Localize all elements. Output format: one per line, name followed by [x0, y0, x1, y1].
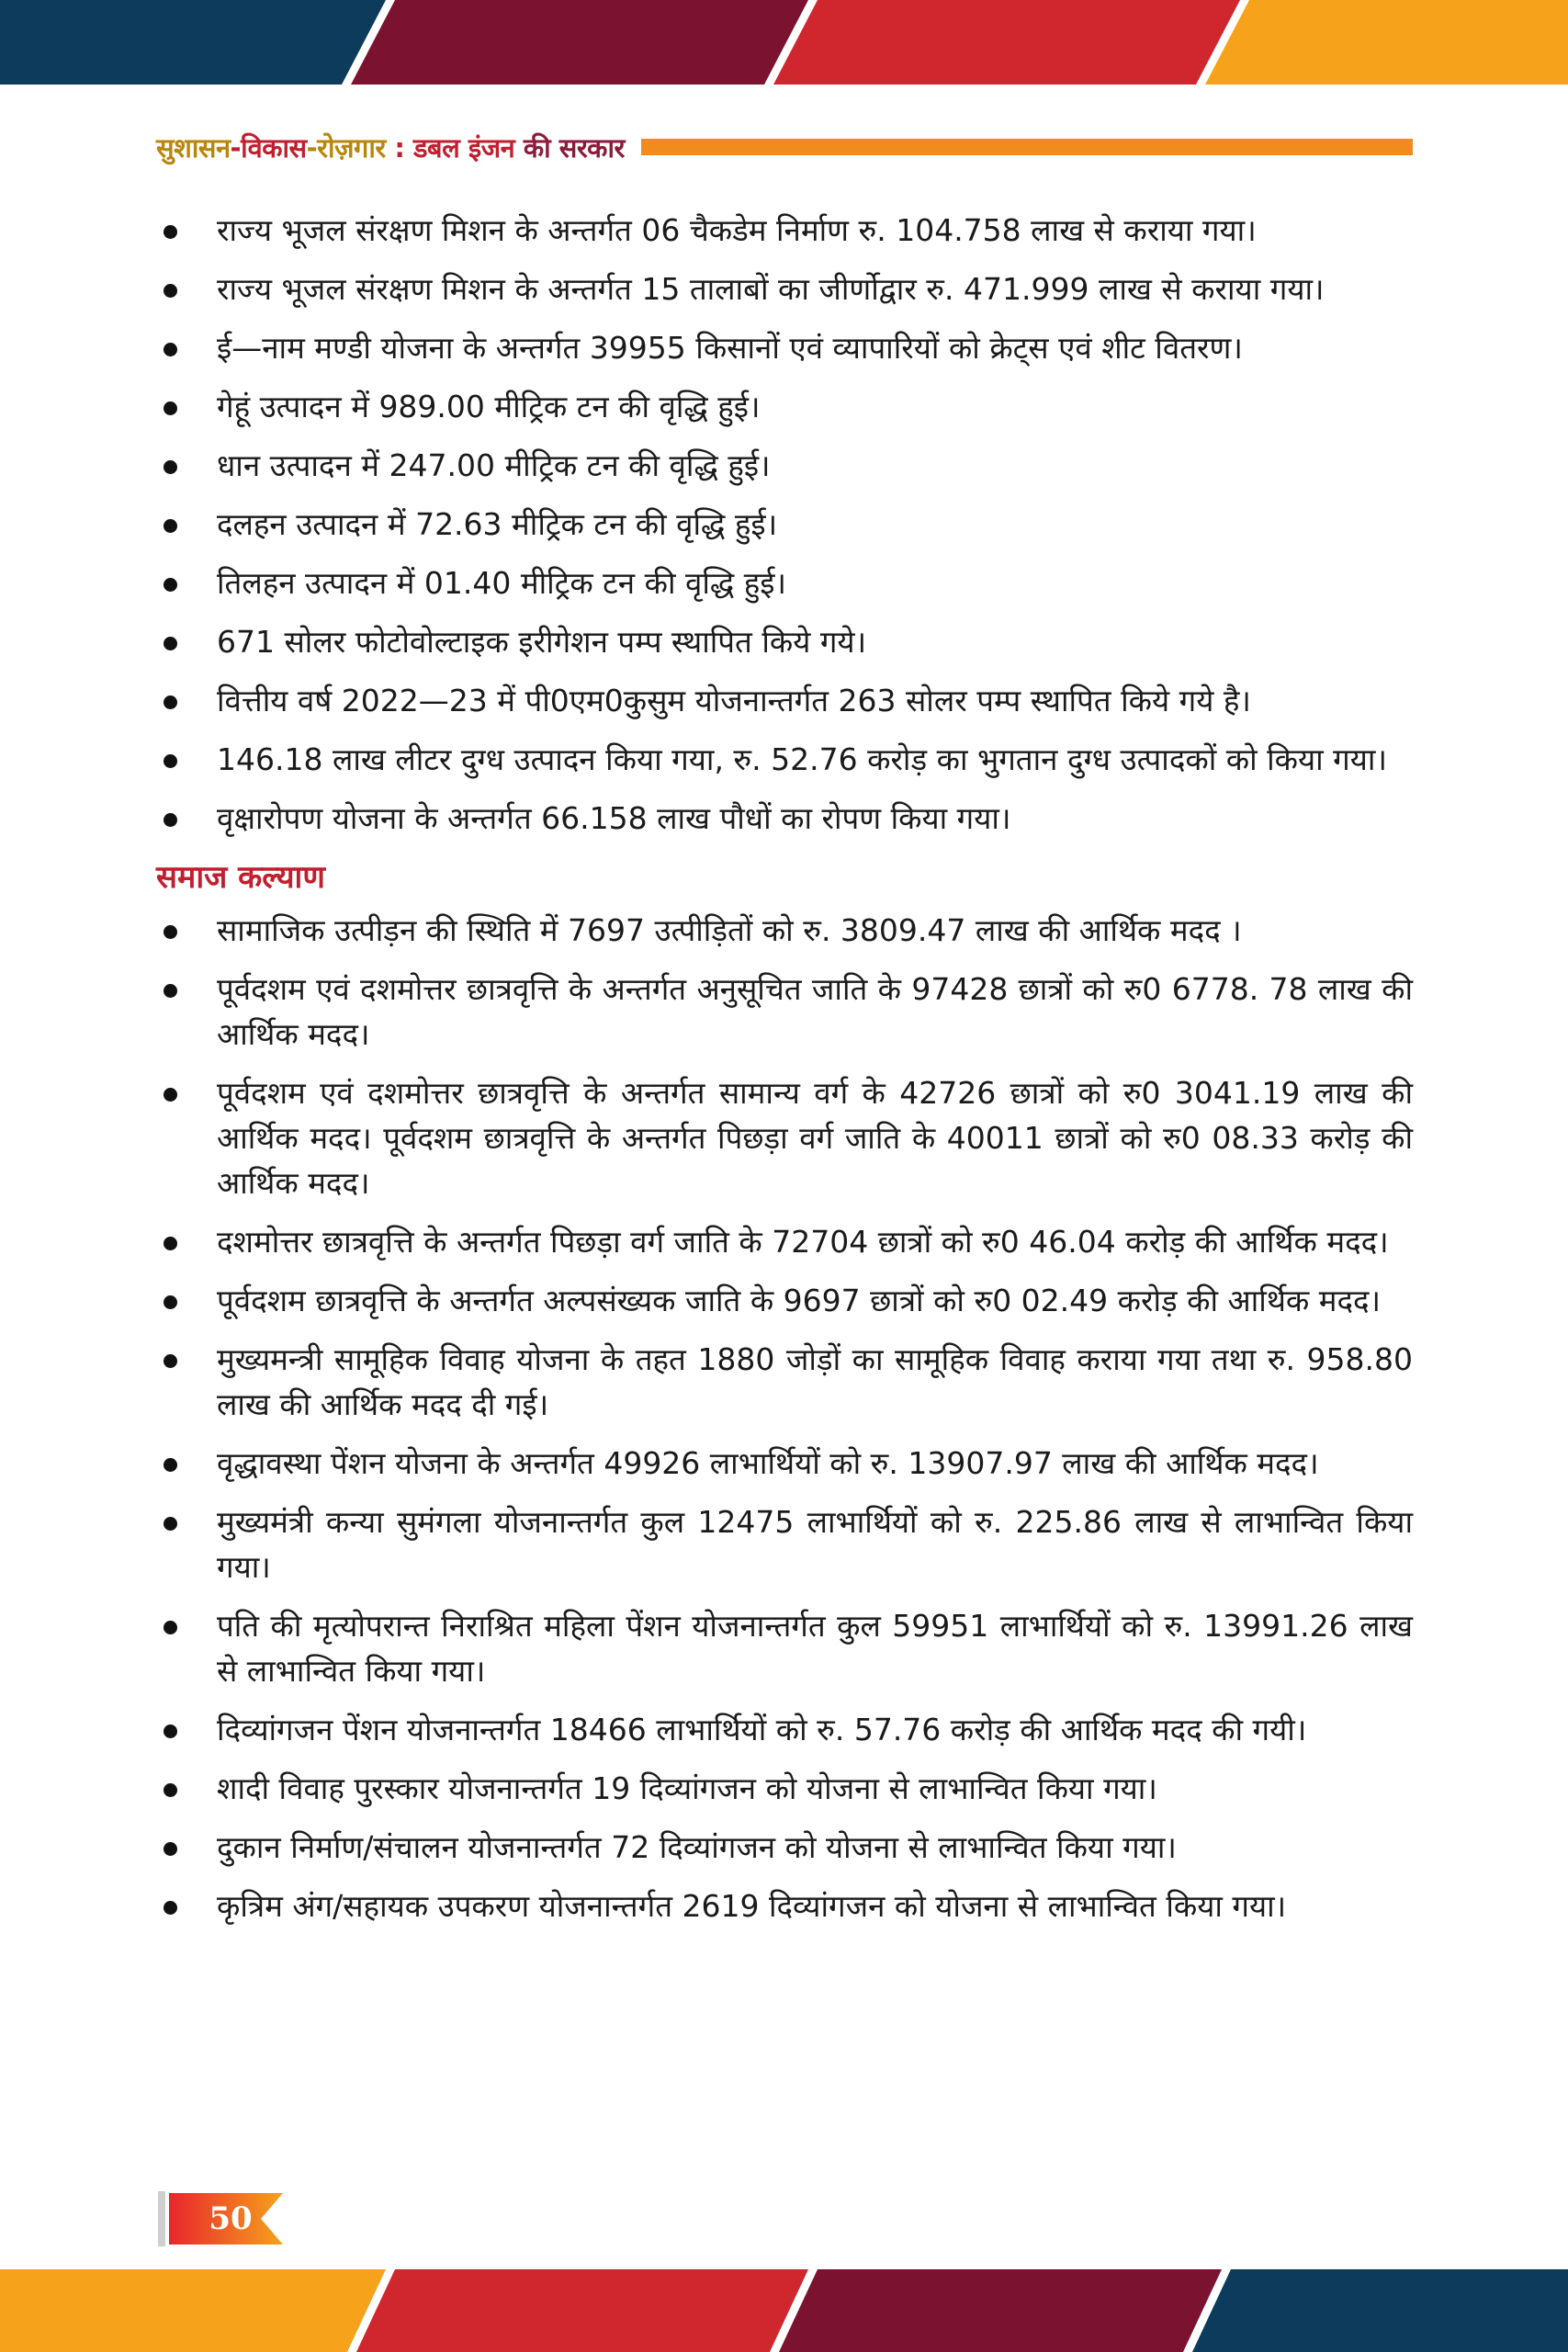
list-item: [156, 560, 1413, 605]
list-item: [156, 1707, 1413, 1752]
list-item-text: 146.18 लाख लीटर दुग्ध उत्पादन किया गया, रु. 52.76 करोड़ का भुगतान दुग्ध उत्पादकों को किया गया।: [217, 741, 1387, 777]
bullet-icon: [164, 984, 177, 998]
list-item: [156, 266, 1413, 311]
bottom-band-graphic: [0, 2269, 1568, 2352]
bullet-icon: [164, 1295, 177, 1309]
bullet-icon: [164, 1621, 177, 1634]
list-item-text: सामाजिक उत्पीड़न की स्थिति में 7697 उत्पीड़ितों को रु. 3809.47 लाख की आर्थिक मदद ।: [217, 912, 1242, 948]
bullet-icon: [164, 578, 177, 592]
bullet-icon: [164, 401, 177, 415]
header-rule: [641, 139, 1413, 155]
list-item: [156, 1278, 1413, 1323]
bullet-list-agriculture: [156, 208, 1413, 841]
bullet-icon: [164, 813, 177, 827]
list-item-text: वृद्धावस्था पेंशन योजना के अन्तर्गत 49926 लाभार्थियों को रु. 13907.97 लाख की आर्थिक मदद।: [217, 1445, 1319, 1481]
list-item-text: पूर्वदशम एवं दशमोत्तर छात्रवृत्ति के अन्तर्गत सामान्य वर्ग के 42726 छात्रों को रु0 3041.19 लाख की आर्थिक मदद। पूर्वदशम छात्रवृत्ति के अन्तर्गत पिछड़ा वर्ग जाति के 40011 छात्रों को रु0 08.33 करोड़ की आर्थिक मदद।: [217, 1075, 1413, 1201]
list-item-text: पति की मृत्योपरान्त निराश्रित महिला पेंशन योजनान्तर्गत कुल 59951 लाभार्थियों को रु. 13991.26 लाख से लाभान्वित किया गया।: [217, 1608, 1413, 1689]
list-item-text: तिलहन उत्पादन में 01.40 मीट्रिक टन की वृद्धि हुई।: [217, 565, 786, 601]
list-item-text: दशमोत्तर छात्रवृत्ति के अन्तर्गत पिछड़ा वर्ग जाति के 72704 छात्रों को रु0 46.04 करोड़ की आर्थिक मदद।: [217, 1224, 1389, 1260]
list-item-text: ई—नाम मण्डी योजना के अन्तर्गत 39955 किसानों एवं व्यापारियों को क्रेट्स एवं शीट वितरण।: [217, 330, 1243, 366]
list-item-text: मुख्यमंत्री कन्या सुमंगला योजनान्तर्गत कुल 12475 लाभार्थियों को रु. 225.86 लाख से लाभान्वित किया गया।: [217, 1504, 1413, 1585]
bullet-icon: [164, 343, 177, 356]
bullet-list-samaj-kalyan: [156, 908, 1413, 1928]
list-item-text: राज्य भूजल संरक्षण मिशन के अन्तर्गत 06 चैकडेम निर्माण रु. 104.758 लाख से कराया गया।: [217, 212, 1257, 248]
list-item-text: दिव्यांगजन पेंशन योजनान्तर्गत 18466 लाभार्थियों को रु. 57.76 करोड़ की आर्थिक मदद की गयी।: [217, 1712, 1307, 1747]
list-item: [156, 208, 1413, 253]
list-item: [156, 678, 1413, 723]
header-title: [156, 130, 625, 165]
list-item-text: राज्य भूजल संरक्षण मिशन के अन्तर्गत 15 तालाबों का जीर्णोद्वार रु. 471.999 लाख से कराया गया।: [217, 271, 1325, 307]
section-heading-samaj-kalyan: समाज कल्याण: [156, 859, 325, 896]
list-item-text: पूर्वदशम एवं दशमोत्तर छात्रवृत्ति के अन्तर्गत अनुसूचित जाति के 97428 छात्रों को रु0 6778. 78 लाख की आर्थिक मदद।: [217, 971, 1413, 1052]
bullet-icon: [164, 1517, 177, 1531]
list-item-text: मुख्यमन्त्री सामूहिक विवाह योजना के तहत 1880 जोड़ों का सामूहिक विवाह कराया गया तथा रु. 958.80 लाख की आर्थिक मदद दी गई।: [217, 1341, 1413, 1422]
list-item-text: धान उत्पादन में 247.00 मीट्रिक टन की वृद्धि हुई।: [217, 447, 771, 483]
list-item-text: दलहन उत्पादन में 72.63 मीट्रिक टन की वृद्धि हुई।: [217, 506, 778, 542]
bullet-icon: [164, 1458, 177, 1472]
bullet-icon: [164, 695, 177, 709]
list-item: [156, 908, 1413, 953]
top-decorative-band: [0, 0, 1568, 85]
page-number: 50: [209, 2200, 253, 2237]
header-title-part: -विकास: [230, 131, 307, 164]
bullet-icon: [164, 225, 177, 239]
list-item: [156, 1603, 1413, 1693]
list-item: [156, 1337, 1413, 1427]
header-title-part: -रोज़गार: [306, 131, 386, 164]
bottom-decorative-band: [0, 2269, 1568, 2352]
header-title-part: सुशासन: [156, 131, 231, 164]
list-item-text: पूर्वदशम छात्रवृत्ति के अन्तर्गत अल्पसंख्यक जाति के 9697 छात्रों को रु0 02.49 करोड़ की आर्थिक मदद।: [217, 1283, 1382, 1318]
list-item-text: वित्तीय वर्ष 2022—23 में पी0एम0कुसुम योजनान्तर्गत 263 सोलर पम्प स्थापित किये गये है।: [217, 683, 1251, 718]
list-item: [156, 1070, 1413, 1205]
bullet-icon: [164, 1842, 177, 1856]
page-content: [156, 208, 1413, 1942]
bullet-icon: [164, 754, 177, 768]
list-item-text: 671 सोलर फोटोवोल्टाइक इरीगेशन पम्प स्थापित किये गये।: [217, 624, 867, 660]
list-item: [156, 1499, 1413, 1589]
list-item-text: कृत्रिम अंग/सहायक उपकरण योजनान्तर्गत 2619 दिव्यांगजन को योजना से लाभान्वित किया गया।: [217, 1888, 1287, 1924]
bullet-icon: [164, 1901, 177, 1915]
bullet-icon: [164, 460, 177, 474]
bullet-icon: [164, 1724, 177, 1738]
bullet-icon: [164, 637, 177, 650]
list-item: [156, 737, 1413, 782]
top-band-graphic: [0, 0, 1568, 85]
list-item: [156, 1766, 1413, 1811]
bullet-icon: [164, 925, 177, 939]
list-item: [156, 1825, 1413, 1870]
bullet-icon: [164, 1783, 177, 1797]
header-title-part: की सरकार: [514, 131, 625, 164]
header-title-part: : डबल: [385, 131, 460, 164]
page-header: [156, 127, 1413, 167]
list-item-text: वृक्षारोपण योजना के अन्तर्गत 66.158 लाख पौधों का रोपण किया गया।: [217, 800, 1011, 836]
list-item: [156, 967, 1413, 1057]
list-item: [156, 796, 1413, 841]
list-item-text: दुकान निर्माण/संचालन योजनान्तर्गत 72 दिव्यांगजन को योजना से लाभान्वित किया गया।: [217, 1829, 1177, 1865]
list-item: [156, 1883, 1413, 1928]
list-item: [156, 1441, 1413, 1486]
list-item: [156, 1219, 1413, 1264]
list-item: [156, 325, 1413, 370]
bullet-icon: [164, 284, 177, 298]
bullet-icon: [164, 519, 177, 533]
list-item-text: गेहूं उत्पादन में 989.00 मीट्रिक टन की वृद्धि हुई।: [217, 389, 761, 424]
list-item: [156, 502, 1413, 547]
list-item-text: शादी विवाह पुरस्कार योजनान्तर्गत 19 दिव्यांगजन को योजना से लाभान्वित किया गया।: [217, 1770, 1157, 1806]
bullet-icon: [164, 1237, 177, 1250]
bullet-icon: [164, 1088, 177, 1102]
bullet-icon: [164, 1354, 177, 1368]
header-title-part: इंजन: [459, 131, 515, 164]
list-item: [156, 619, 1413, 664]
list-item: [156, 443, 1413, 488]
list-item: [156, 384, 1413, 429]
page-number-tab: [158, 2189, 285, 2248]
